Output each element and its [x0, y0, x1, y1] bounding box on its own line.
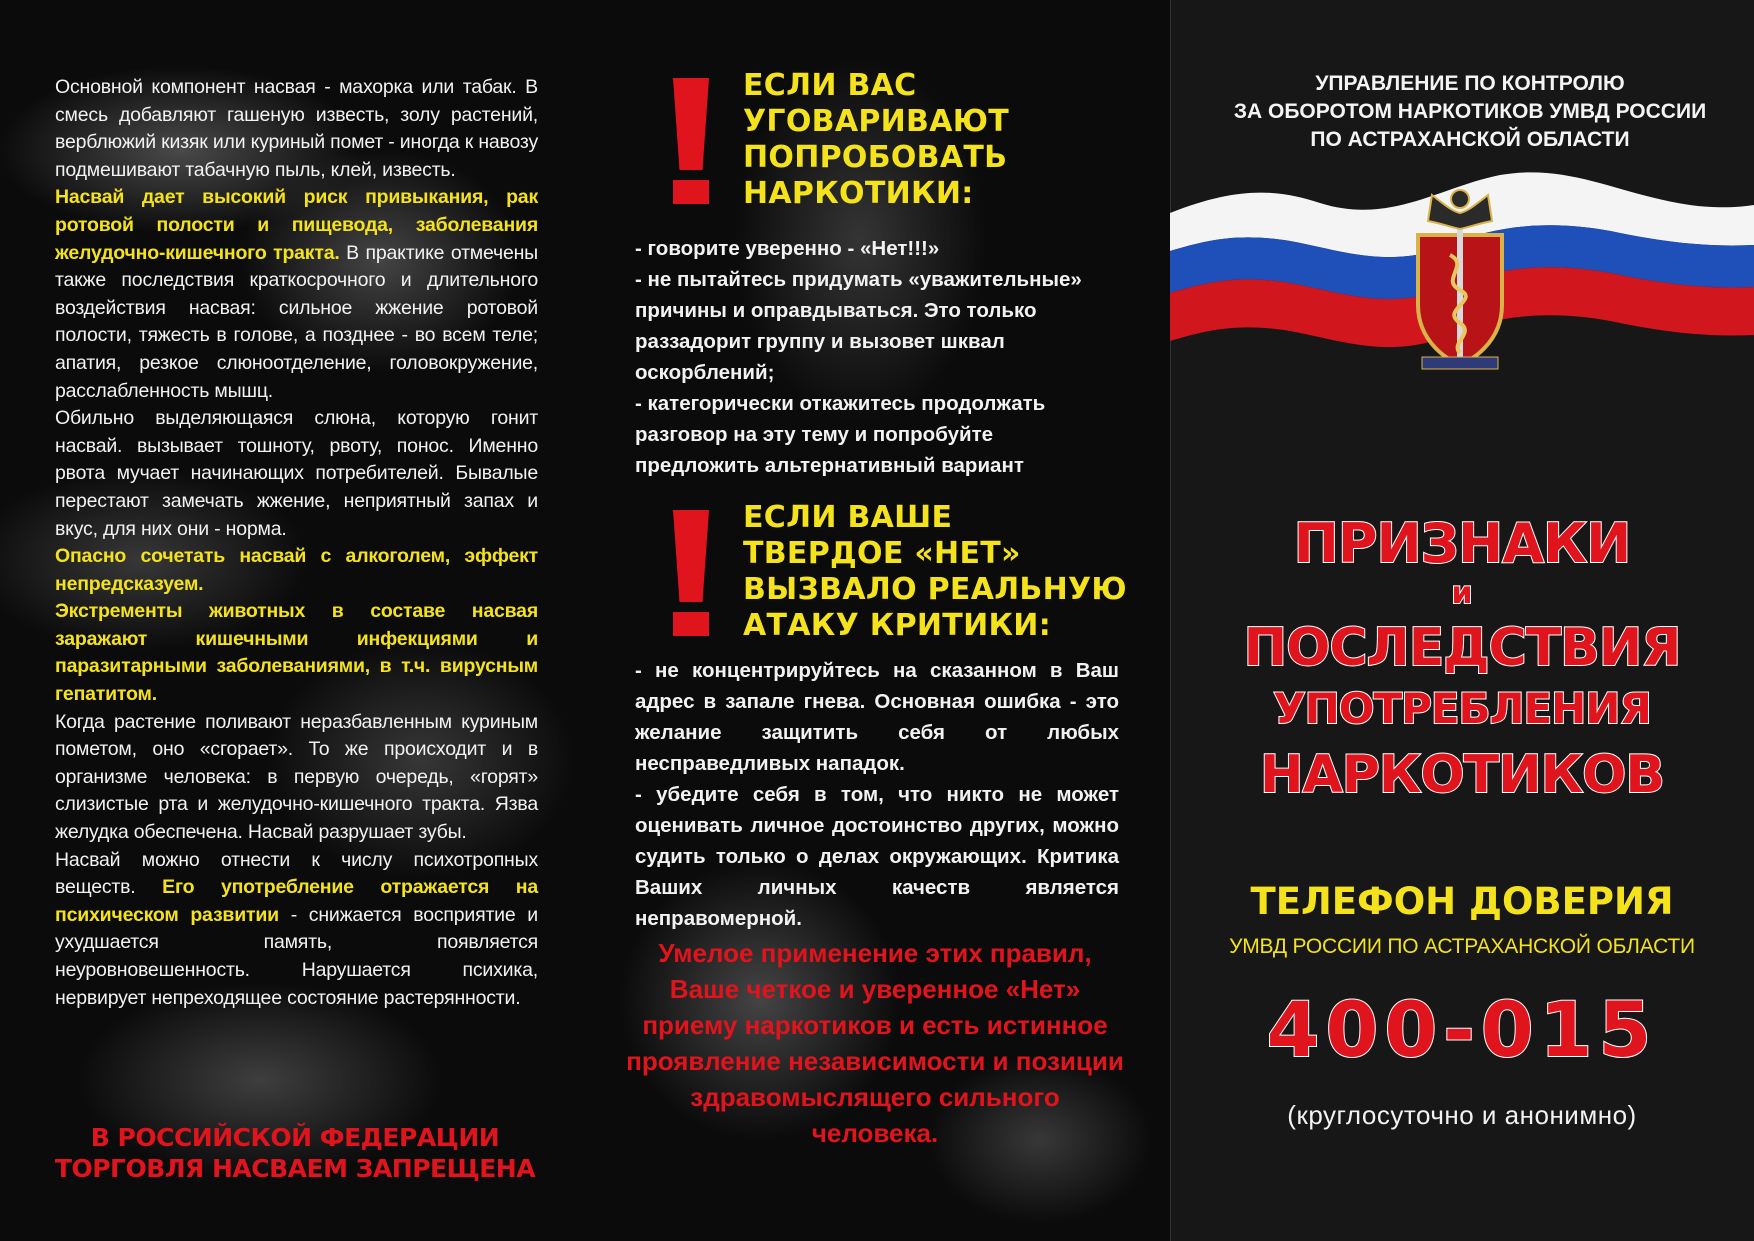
sale-ban-notice	[40, 1122, 550, 1184]
title-consequences: ПОСЛЕДСТВИЯ	[1243, 618, 1681, 678]
paragraph-psychotropic	[55, 847, 538, 1013]
title-signs: ПРИЗНАКИ	[1293, 512, 1631, 575]
hotline-organization: УМВД РОССИИ ПО АСТРАХАНСКОЙ ОБЛАСТИ	[1229, 935, 1695, 958]
ban-line-1: В РОССИЙСКОЙ ФЕДЕРАЦИИ	[90, 1123, 500, 1152]
org-line: ЗА ОБОРОТОМ НАРКОТИКОВ УМВД РОССИИ	[1233, 100, 1707, 123]
heading-line: ТВЕРДОЕ «НЕТ»	[743, 536, 1021, 571]
list-item: - убедите себя в том, что никто не может оценивать личное достоинство других, можно судить только о делах окружающих. Критика Ваших личных качеств является неправомерной.	[635, 783, 1119, 930]
paragraph-risks	[55, 184, 538, 405]
title-drugs: НАРКОТИКОВ	[1260, 745, 1664, 805]
organization-name	[1210, 70, 1730, 154]
paragraph-burning: Когда растение поливают неразбавленным куриным пометом, оно «сгорает». То же происходит и в организме человека: в первую очередь, «горят» слизистые рта и желудочно-кишечного тракта. Язва желудка обеспечена. Насвай разрушает зубы.	[55, 710, 538, 844]
heading-if-persuaded	[743, 68, 1009, 212]
ban-line-2: ТОРГОВЛЯ НАСВАЕМ ЗАПРЕЩЕНА	[54, 1154, 536, 1183]
heading-line: НАРКОТИКИ:	[743, 176, 974, 211]
title-and: и	[1451, 576, 1473, 611]
russian-flag-emblem	[1170, 165, 1754, 415]
list-item: - категорически откажитесь продолжать разговор на эту тему и попробуйте предложить альтернативный вариант	[635, 392, 1046, 477]
paragraph-composition: Основной компонент насвая - махорка или табак. В смесь добавляют гашеную известь, золу растений, верблюжий кизяк или куриный помет - иногда к навозу подмешивают табачную пыль, клей, известь.	[55, 76, 538, 181]
list-item: - говорите уверенно - «Нет!!!»	[635, 237, 940, 260]
exclamation-icon	[673, 510, 709, 636]
hotline-number: 400-015	[1266, 985, 1658, 1074]
paragraph-psychotropic-rest: - снижается восприятие и ухудшается память, появляется неуровновешенность. Нарушается психика, нервирует непреходящее состояние растерянности.	[55, 903, 538, 1009]
heading-line: АТАКУ КРИТИКИ:	[743, 608, 1052, 643]
eagle-shield-emblem	[1418, 190, 1502, 369]
list-item: - не пытайтесь придумать «уважительные» причины и оправдываться. Это только раззадорит группу и вызовет шквал оскорблений;	[635, 268, 1082, 384]
org-line: ПО АСТРАХАНСКОЙ ОБЛАСТИ	[1310, 128, 1630, 151]
paragraph-risks-rest: В практике отмечены также последствия краткосрочного и длительного воздействия насвая: сильное жжение ротовой полости, тяжесть в голове, а позднее - во всем теле; апатия, резкое слюноотделение, головокружение, расслабленность мышц.	[55, 241, 538, 402]
closing-message: Умелое применение этих правил, Ваше четкое и уверенное «Нет» приему наркотиков и есть истинное проявление независимости и позиции здравомыслящего сильного человека.	[626, 938, 1124, 1148]
title-usage: УПОТРЕБЛЕНИЯ	[1273, 684, 1651, 733]
nasvay-info-text	[55, 74, 538, 1012]
highlight-alcohol: Опасно сочетать насвай с алкоголем, эффект непредсказуем.	[55, 545, 538, 595]
heading-if-criticized	[743, 500, 1127, 644]
advice-list-2	[635, 655, 1119, 934]
paragraph-psychotropic-start: Насвай можно отнести к числу психотропных веществ.	[55, 848, 538, 899]
advice-list-1	[635, 233, 1119, 481]
exclamation-icon	[673, 78, 709, 204]
highlight-infections: Экстременты животных в составе насвая заражают кишечными инфекциями и паразитарными заболеваниями, в т.ч. вирусным гепатитом.	[55, 600, 538, 706]
hotline-note: (круглосуточно и анонимно)	[1287, 1100, 1637, 1130]
highlight-psyche: Его употребление отражается на психическом развитии	[55, 876, 538, 926]
highlight-risks: Насвай дает высокий риск привыкания, рак ротовой полости и пищевода, заболевания желудочно-кишечного тракта.	[55, 186, 538, 264]
paragraph-saliva: Обильно выделяющаяся слюна, которую гонит насвай. вызывает тошноту, рвоту, понос. Именно рвота мучает начинающих потребителей. Бывалые перестают замечать жжение, неприятный запах и вкус, для них они - норма.	[55, 407, 538, 540]
heading-line: ЕСЛИ ВАС	[743, 68, 917, 103]
list-item: - не концентрируйтесь на сказанном в Ваш адрес в запале гнева. Основная ошибка - это желание защитить себя от любых несправедливых нападок.	[635, 659, 1119, 775]
heading-line: ПОПРОБОВАТЬ	[743, 140, 1008, 175]
org-line: УПРАВЛЕНИЕ ПО КОНТРОЛЮ	[1315, 72, 1625, 95]
heading-line: ВЫЗВАЛО РЕАЛЬНУЮ	[743, 572, 1127, 607]
hotline-label: ТЕЛЕФОН ДОВЕРИЯ	[1250, 880, 1674, 923]
heading-line: УГОВАРИВАЮТ	[743, 104, 1009, 139]
heading-line: ЕСЛИ ВАШЕ	[743, 500, 953, 535]
